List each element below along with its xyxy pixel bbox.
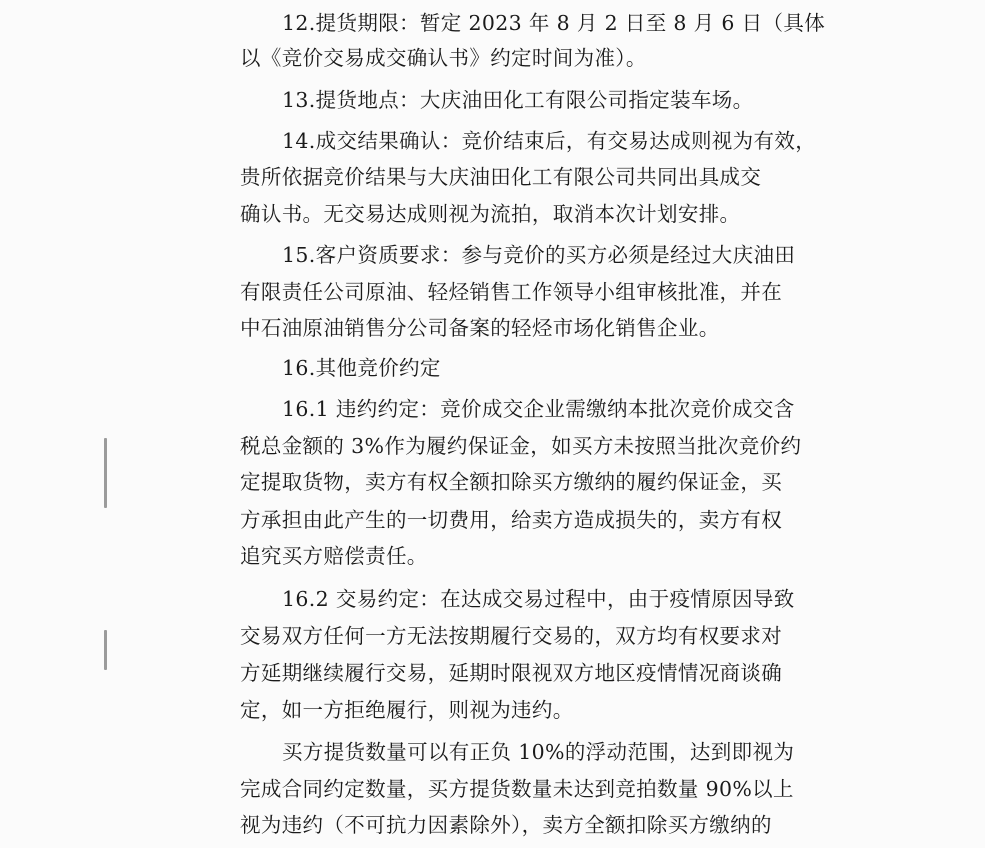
text-line: 买方提货数量可以有正负 10%的浮动范围，达到即视为 [282,740,795,764]
text-line: 15.客户资质要求：参与竞价的买方必须是经过大庆油田 [282,243,796,267]
text-line: 方延期继续履行交易，延期时限视双方地区疫情情况商谈确 [240,661,783,685]
text-line: 税总金额的 3%作为履约保证金，如买方未按照当批次竞价约 [240,434,802,458]
text-line: 13.提货地点：大庆油田化工有限公司指定装车场。 [282,88,754,112]
section-heading: 16.其他竞价约定 [282,356,441,380]
text-line: 追究买方赔偿责任。 [240,544,428,568]
text-line: 视为违约（不可抗力因素除外），卖方全额扣除买方缴纳的 [240,813,772,837]
text-line: 定，如一方拒绝履行，则视为违约。 [240,698,574,722]
scan-artifact [104,630,107,670]
text-line: 完成合同约定数量，买方提货数量未达到竞拍数量 90%以上 [240,777,794,801]
text-line: 确认书。无交易达成则视为流拍，取消本次计划安排。 [240,202,741,226]
text-line: 方承担由此产生的一切费用，给卖方造成损失的，卖方有权 [240,508,783,532]
text-line: 贵所依据竞价结果与大庆油田化工有限公司共同出具成交 [240,165,762,189]
text-line: 14.成交结果确认：竞价结束后，有交易达成则视为有效， [282,129,817,153]
text-line: 以《竞价交易成交确认书》约定时间为准）。 [240,46,647,70]
scan-artifact [104,438,107,508]
text-line: 12.提货期限：暂定 2023 年 8 月 2 日至 8 月 6 日（具体 [282,11,826,35]
text-line: 16.2 交易约定：在达成交易过程中，由于疫情原因导致 [282,587,795,611]
text-line: 有限责任公司原油、轻烃销售工作领导小组审核批准，并在 [240,280,783,304]
text-line: 交易双方任何一方无法按期履行交易的，双方均有权要求对 [240,624,783,648]
text-line: 定提取货物，卖方有权全额扣除买方缴纳的履约保证金，买 [240,470,783,494]
text-line: 中石油原油销售分公司备案的轻烃市场化销售企业。 [240,316,720,340]
text-line: 16.1 违约约定：竞价成交企业需缴纳本批次竞价成交含 [282,397,795,421]
